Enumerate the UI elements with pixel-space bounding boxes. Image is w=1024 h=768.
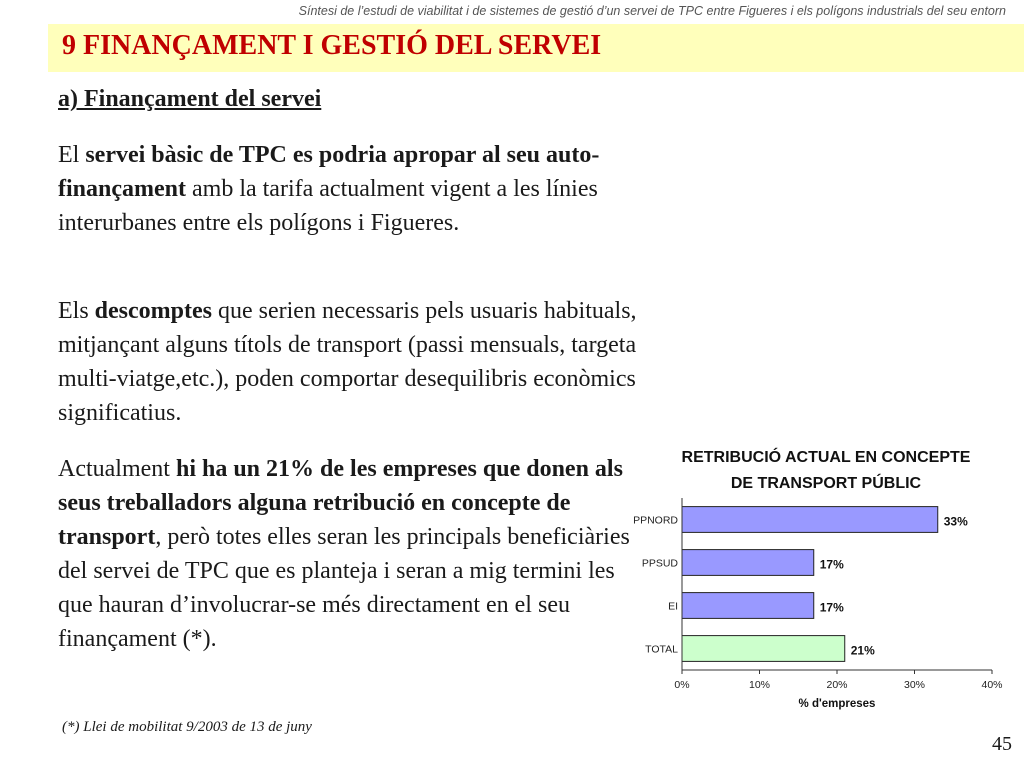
text-run: , però totes elles seran les principals beneficiàries del servei de TPC que es planteja i seran a mig termini les que hauran d’involucrar-se més directament en el seu finançament (*). xyxy=(58,524,630,652)
retribution-bar-chart xyxy=(620,440,1024,720)
x-axis-label: % d'empreses xyxy=(798,698,876,710)
bar-total xyxy=(682,636,845,662)
bar-ppsud xyxy=(682,550,814,576)
header-note: Síntesi de l’estudi de viabilitat i de sistemes de gestió d’un servei de TPC entre Figueres i els polígons industrials del seu entorn xyxy=(298,4,1006,18)
text-run: Actualment xyxy=(58,456,176,482)
chart-title-line: RETRIBUCIÓ ACTUAL EN CONCEPTE xyxy=(681,449,971,466)
category-label: TOTAL xyxy=(645,643,678,656)
x-tick-label: 0% xyxy=(674,679,690,691)
text-run: Els xyxy=(58,298,95,324)
data-label: 17% xyxy=(819,557,844,572)
category-label: PPNORD xyxy=(633,514,678,527)
category-label: PPSUD xyxy=(641,557,678,570)
paragraph-self-financing xyxy=(58,138,643,240)
footnote: (*) Llei de mobilitat 9/2003 de 13 de juny xyxy=(62,719,312,735)
data-label: 33% xyxy=(943,514,968,529)
text-run: El xyxy=(58,142,86,168)
section-subtitle: a) Finançament del servei xyxy=(58,86,322,112)
bar-ppnord xyxy=(682,507,938,533)
chart-title-line: DE TRANSPORT PÚBLIC xyxy=(730,475,922,492)
category-label: EI xyxy=(668,600,678,613)
x-tick-label: 40% xyxy=(981,679,1003,691)
x-tick-label: 20% xyxy=(826,679,848,691)
bold-text-run: servei bàsic de TPC es podria apropar al seu auto-finançament xyxy=(58,142,600,202)
x-tick-label: 10% xyxy=(748,679,771,691)
bold-text-run: hi ha un 21% de les empreses que donen als seus treballadors alguna retribució en concepte de transport xyxy=(58,456,623,550)
text-run: que serien necessaris pels usuaris habituals, mitjançant alguns títols de transport (passi mensuals, targeta multi-viatge,etc.), poden comportar desequilibris econòmics significatius. xyxy=(58,298,637,426)
data-label: 21% xyxy=(850,643,875,658)
data-label: 17% xyxy=(819,600,844,615)
bar-ei xyxy=(682,593,814,619)
bold-text-run: descomptes xyxy=(94,298,212,324)
paragraph-discounts xyxy=(58,294,643,430)
page-title: 9 FINANÇAMENT I GESTIÓ DEL SERVEI xyxy=(62,30,602,61)
text-run: amb la tarifa actualment vigent a les línies interurbanes entre els polígons i Figueres. xyxy=(58,176,598,236)
x-tick-label: 30% xyxy=(903,679,926,691)
paragraph-current-retribution xyxy=(58,452,643,656)
page-number: 45 xyxy=(992,733,1012,755)
